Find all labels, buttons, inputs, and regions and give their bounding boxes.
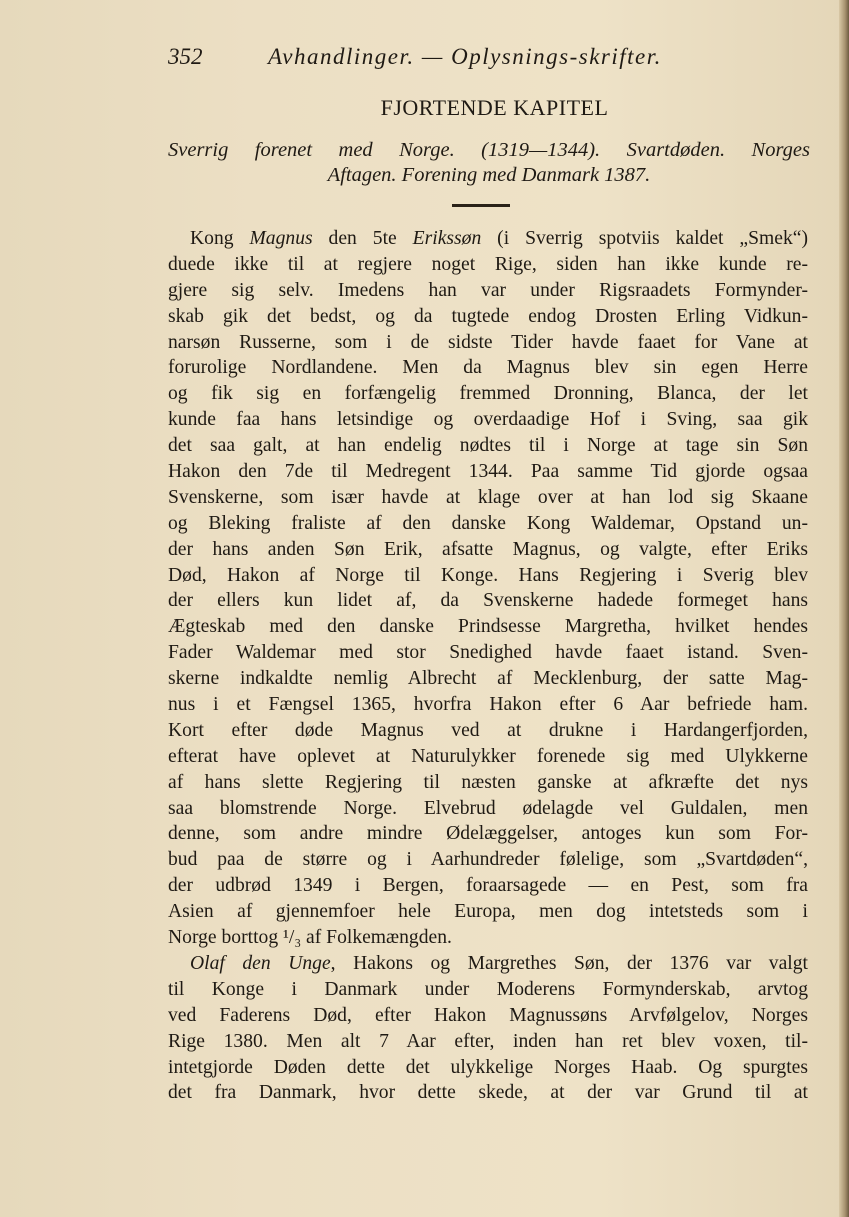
text-line: Fader Waldemar med stor Snedighed havde faaet istand. Sven- (168, 642, 808, 664)
text-line: Hakon den 7de til Medregent 1344. Paa samme Tid gjorde ogsaa (168, 461, 808, 483)
text-line: og fik sig en forfængelig fremmed Dronning, Blanca, der let (168, 383, 808, 405)
text-line: af hans slette Regjering til næsten ganske at afkræfte det nys (168, 771, 808, 793)
text-line: narsøn Russerne, som i de sidste Tider havde faaet for Vane at (168, 331, 808, 353)
text-line: skab gik det bedst, og da tugtede endog Drosten Erling Vidkun- (168, 305, 808, 327)
body-text (168, 226, 808, 1106)
text-line: Kong Magnus den 5te Erikssøn (i Sverrig spotviis kaldet „Smek“) (190, 228, 808, 249)
text-line: skerne indkaldte nemlig Albrecht af Mecklenburg, der satte Mag- (168, 668, 808, 690)
text-line: intetgjorde Døden dette det ulykkelige Norges Haab. Og spurgtes (168, 1056, 808, 1078)
text-line: Asien af gjennemfoer hele Europa, men dog intetsteds som i (168, 901, 808, 923)
summary-line-1: Sverrig forenet med Norge. (1319—1344). Svartdøden. Norges (168, 139, 810, 161)
text-line: der udbrød 1349 i Bergen, foraarsagede — en Pest, som fra (168, 875, 808, 897)
summary-line-2: Aftagen. Forening med Danmark 1387. (327, 164, 651, 186)
chapter-summary (168, 138, 810, 188)
text-line: Svenskerne, som især havde at klage over at han lod sig Skaane (168, 486, 808, 508)
text-line: Olaf den Unge, Hakons og Margrethes Søn, der 1376 var valgt (190, 952, 808, 974)
text-line: Kort efter døde Magnus ved at drukne i Hardangerfjorden, (168, 719, 808, 741)
text-line: efterat have oplevet at Naturulykker forenede sig med Ulykkerne (168, 745, 808, 767)
text-line: forurolige Nordlandene. Men da Magnus blev sin egen Herre (168, 357, 808, 379)
text-line: til Konge i Danmark under Moderens Formynderskab, arvtog (168, 978, 808, 1000)
text-line: bud paa de større og i Aarhundreder følelige, som „Svartdøden“, (168, 849, 808, 871)
text-line: og Bleking fraliste af den danske Kong Waldemar, Opstand un- (168, 512, 808, 534)
text-line: det fra Danmark, hvor dette skede, at der var Grund til at (168, 1082, 808, 1104)
text-line: kunde faa hans letsindige og overdaadige Hof i Sving, saa gik (168, 409, 808, 431)
text-line: Død, Hakon af Norge til Konge. Hans Regjering i Sverig blev (168, 564, 808, 586)
text-line: det saa galt, at han endelig nødtes til i Norge at tage sin Søn (168, 435, 808, 457)
running-head (168, 44, 728, 78)
text-line: gjere sig selv. Imedens han var under Rigsraadets Formynder- (168, 279, 808, 301)
text-line: duede ikke til at regjere noget Rige, siden han ikke kunde re- (168, 253, 808, 275)
text-line: saa blomstrende Norge. Elvebrud ødelagde vel Guldalen, men (168, 797, 808, 819)
text-line: der hans anden Søn Erik, afsatte Magnus, og valgte, efter Eriks (168, 538, 808, 560)
text-line: denne, som andre mindre Ødelæggelser, antoges kun som For- (168, 823, 808, 845)
text-line: Norge borttog ¹/₃ af Folkemængden. (168, 927, 452, 949)
chapter-title: FJORTENDE KAPITEL (380, 95, 609, 120)
text-line: Rige 1380. Men alt 7 Aar efter, inden han ret blev voxen, til- (168, 1030, 808, 1052)
section-divider (452, 204, 510, 207)
text-line: ved Faderens Død, efter Hakon Magnussøns Arvfølgelov, Norges (168, 1004, 808, 1026)
text-line: nus i et Fængsel 1365, hvorfra Hakon efter 6 Aar befriede ham. (168, 694, 808, 716)
page-number: 352 (168, 44, 203, 69)
running-head-title: Avhandlinger. — Oplysnings-skrifter. (268, 44, 662, 69)
text-line: Ægteskab med den danske Prindsesse Margretha, hvilket hendes (168, 616, 808, 638)
text-line: der ellers kun lidet af, da Svenskerne hadede formeget hans (168, 590, 808, 612)
page-edge (839, 0, 849, 1217)
